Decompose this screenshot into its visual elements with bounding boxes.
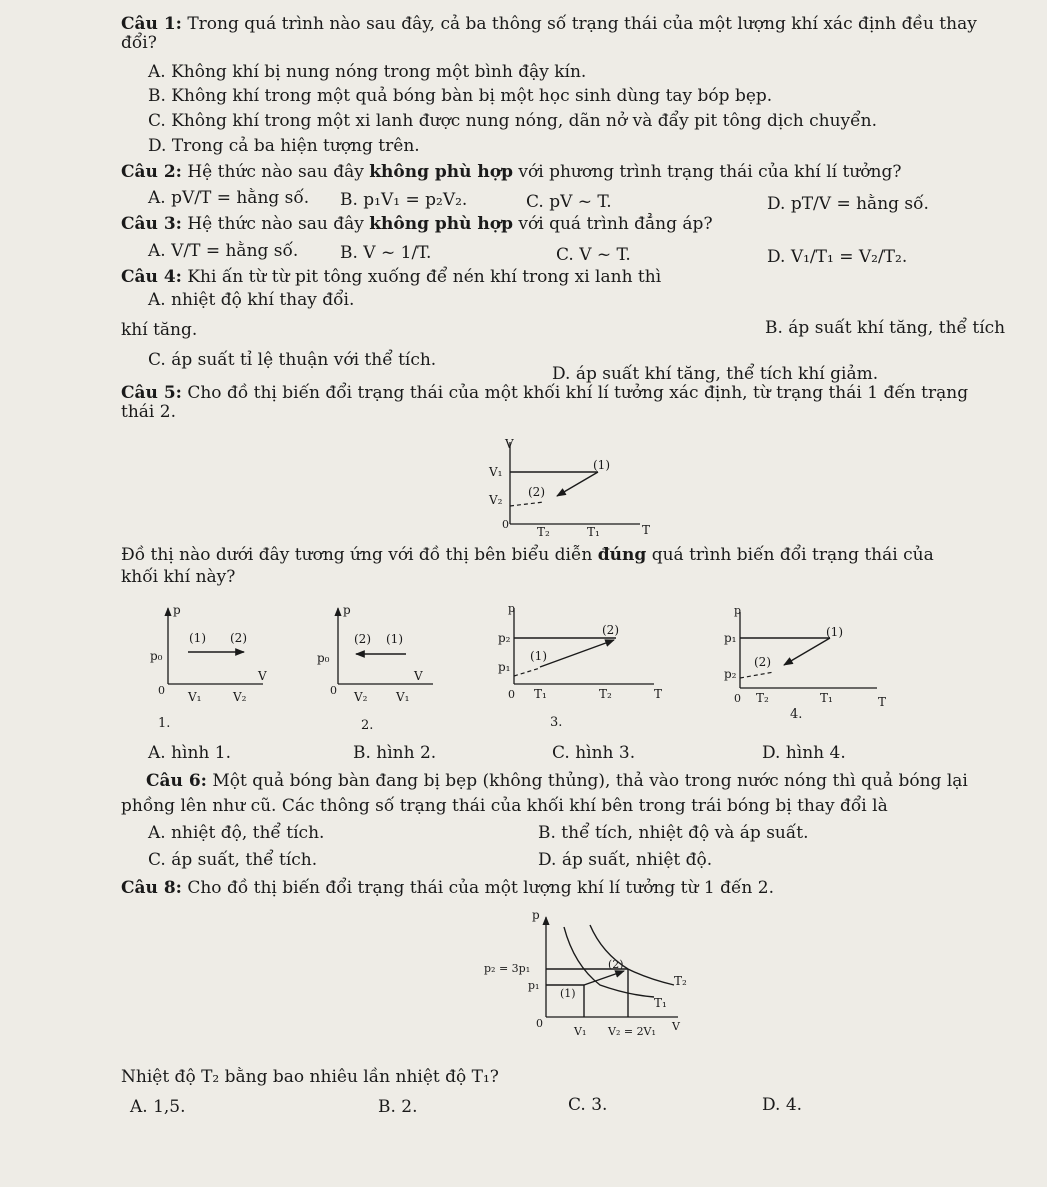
q5-question-pre: Đồ thị nào dưới đây tương ứng với đồ thị bên biểu diễn (121, 545, 593, 565)
q6-label: Câu 6: (146, 771, 207, 791)
q1-option-d[interactable]: D. Trong cả ba hiện tượng trên. (148, 136, 420, 156)
state1-label: (1) (560, 987, 576, 1000)
t-axis-label: T (654, 687, 663, 701)
p1-label: p₁ (724, 631, 737, 645)
p-axis-label: p (508, 602, 516, 615)
q3-label: Câu 3: (121, 214, 182, 234)
q6-option-c[interactable]: C. áp suất, thể tích. (148, 850, 318, 870)
q8-option-d[interactable]: D. 4. (762, 1095, 803, 1115)
q2-stem-pre: Hệ thức nào sau đây (187, 162, 364, 182)
q1-label: Câu 1: (121, 14, 182, 34)
q2-option-a[interactable]: A. pV/T = hằng số. (148, 188, 310, 208)
v1-label: V₁ (396, 690, 410, 704)
figure-number: 3. (550, 715, 563, 730)
q5-label: Câu 5: (121, 383, 182, 403)
q5-stem (121, 383, 968, 403)
state2-label: (2) (754, 655, 771, 669)
state2-label: (2) (602, 623, 619, 637)
p-axis-label: p (532, 908, 540, 922)
v1-label: V₁ (489, 465, 503, 479)
origin-dash (740, 672, 774, 678)
q6-option-a[interactable]: A. nhiệt độ, thể tích. (148, 823, 325, 843)
q3-stem-bold: không phù hợp (369, 214, 514, 234)
v2-label: V₂ (233, 690, 247, 704)
q5-option-d[interactable]: D. hình 4. (762, 743, 846, 763)
q5-stem-a: Cho đồ thị biến đổi trạng thái của một khối khí lí tưởng xác định, từ trạng thái 1 đến trạng (187, 383, 969, 403)
q5-figure-3 (494, 600, 664, 730)
state1-label: (1) (826, 625, 843, 639)
state1-label: (1) (530, 649, 547, 663)
t1-label: T₁ (534, 687, 547, 701)
v2-label: V₂ (489, 493, 503, 507)
origin-label: 0 (502, 518, 509, 531)
state1-label: (1) (189, 631, 206, 645)
v-axis-label: V (258, 669, 267, 683)
process-arrow (540, 640, 614, 667)
origin-label: 0 (734, 692, 741, 705)
t2-label: T₂ (537, 525, 550, 539)
p1-label: p₁ (498, 660, 511, 674)
q5-question-b: khối khí này? (121, 567, 236, 587)
figure-number: 1. (158, 716, 171, 731)
q2-label: Câu 2: (121, 162, 182, 182)
q4-option-c[interactable]: C. áp suất tỉ lệ thuận với thể tích. (148, 350, 437, 370)
q5-option-c[interactable]: C. hình 3. (552, 743, 636, 763)
q8-option-b[interactable]: B. 2. (378, 1097, 418, 1117)
p0-label: p₀ (317, 651, 330, 665)
figure-number: 2. (361, 718, 374, 733)
v-axis-label: V (414, 669, 423, 683)
q2-option-b[interactable]: B. p₁V₁ = p₂V₂. (340, 190, 468, 210)
q8-question: Nhiệt độ T₂ bằng bao nhiêu lần nhiệt độ T₁? (121, 1067, 499, 1087)
q5-option-a[interactable]: A. hình 1. (148, 743, 231, 763)
p-axis-label: p (173, 603, 181, 617)
q1-stem-b: đổi? (121, 33, 157, 53)
q5-main-graph (480, 436, 651, 539)
q2-stem-bold: không phù hợp (369, 162, 514, 182)
v2-label: V₂ (354, 690, 368, 704)
q5-question (121, 545, 934, 565)
q8-stem (121, 878, 774, 898)
origin-label: 0 (158, 684, 165, 697)
p-axis-label: p (734, 604, 742, 617)
q5-question-bold: đúng (597, 545, 647, 565)
v1-label: V₁ (188, 690, 202, 704)
q3-option-a[interactable]: A. V/T = hằng số. (148, 241, 299, 261)
origin-dash (514, 668, 540, 676)
q8-stem-text: Cho đồ thị biến đổi trạng thái của một lượng khí lí tưởng từ 1 đến 2. (187, 878, 774, 898)
q3-option-d[interactable]: D. V₁/T₁ = V₂/T₂. (767, 247, 908, 267)
q6-stem-a: Một quả bóng bàn đang bị bẹp (không thủng), thả vào trong nước nóng thì quả bóng lại (212, 771, 968, 791)
state1-label: (1) (386, 632, 403, 646)
q1-stem-line1 (121, 14, 977, 34)
origin-label: 0 (508, 688, 515, 701)
q8-option-a[interactable]: A. 1,5. (130, 1097, 186, 1117)
q8-option-c[interactable]: C. 3. (568, 1095, 608, 1115)
q2-option-c[interactable]: C. pV ~ T. (526, 192, 612, 212)
origin-label: 0 (536, 1017, 543, 1030)
q4-option-d[interactable]: D. áp suất khí tăng, thể tích khí giảm. (552, 364, 879, 384)
state1-label: (1) (593, 458, 610, 472)
t2-label: T₂ (599, 687, 612, 701)
q5-figure-4 (722, 604, 892, 734)
state2-label: (2) (354, 632, 371, 646)
t2-label: T₂ (756, 691, 769, 705)
t1-label: T₁ (820, 691, 833, 705)
v1-label: V₁ (574, 1025, 587, 1038)
q2-stem-post: với phương trình trạng thái của khí lí tưởng? (518, 162, 902, 182)
q5-option-b[interactable]: B. hình 2. (353, 743, 437, 763)
q5-stem-b: thái 2. (121, 402, 176, 422)
q1-option-b[interactable]: B. Không khí trong một quả bóng bàn bị một học sinh dùng tay bóp bẹp. (148, 86, 773, 106)
figure-number: 4. (790, 707, 803, 722)
q2-stem (121, 162, 901, 182)
q4-label: Câu 4: (121, 267, 182, 287)
q4-option-b[interactable]: B. áp suất khí tăng, thể tích (765, 318, 1006, 338)
process-arrow (784, 638, 830, 665)
process-arrow (557, 472, 598, 496)
q4-stem (121, 267, 661, 287)
q3-option-c[interactable]: C. V ~ T. (556, 245, 631, 265)
q3-option-b[interactable]: B. V ~ 1/T. (340, 243, 432, 263)
state2-label: (2) (230, 631, 247, 645)
state2-label: (2) (608, 958, 624, 971)
q6-option-b[interactable]: B. thể tích, nhiệt độ và áp suất. (538, 823, 809, 843)
v2-label: V₂ = 2V₁ (608, 1025, 656, 1038)
q3-stem (121, 214, 713, 234)
p-axis-label: p (343, 603, 351, 617)
p2-label: p₂ = 3p₁ (484, 962, 531, 975)
q6-option-d[interactable]: D. áp suất, nhiệt độ. (538, 850, 713, 870)
state2-label: (2) (528, 485, 545, 499)
q2-option-d[interactable]: D. pT/V = hằng số. (767, 194, 929, 214)
t-axis-label: T (642, 523, 651, 537)
t1-label: T₁ (654, 996, 667, 1010)
v-axis-label: V (505, 437, 514, 451)
origin-label: 0 (330, 684, 337, 697)
q6-stem (146, 771, 968, 791)
v-axis-label: V (672, 1020, 680, 1033)
isotherm-t2 (590, 925, 674, 985)
t2-label: T₂ (674, 974, 687, 988)
t-axis-label: T (878, 695, 887, 709)
q4-stem-text: Khi ấn từ từ pit tông xuống để nén khí trong xi lanh thì (187, 267, 662, 287)
q4-option-b-cont: khí tăng. (121, 320, 198, 340)
t1-label: T₁ (587, 525, 600, 539)
q3-stem-post: với quá trình đẳng áp? (518, 214, 713, 234)
q5-figure-1 (148, 602, 268, 732)
q1-option-c[interactable]: C. Không khí trong một xi lanh được nung nóng, dãn nở và đẩy pit tông dịch chuyển. (148, 111, 877, 131)
q3-stem-pre: Hệ thức nào sau đây (187, 214, 364, 234)
q5-figure-2 (318, 602, 438, 732)
p0-label: p₀ (150, 649, 163, 663)
p2-label: p₂ (724, 667, 737, 681)
origin-dash (510, 502, 544, 506)
q8-label: Câu 8: (121, 878, 182, 898)
p2-label: p₂ (498, 631, 511, 645)
q1-stem-a: Trong quá trình nào sau đây, cả ba thông số trạng thái của một lượng khí xác định đều thay (187, 14, 977, 34)
process-arrow (584, 971, 624, 985)
q8-graph (478, 905, 698, 1045)
q4-option-a[interactable]: A. nhiệt độ khí thay đổi. (148, 290, 355, 310)
q1-option-a[interactable]: A. Không khí bị nung nóng trong một bình đậy kín. (148, 62, 587, 82)
q5-question-post: quá trình biến đổi trạng thái của (651, 545, 934, 565)
p1-label: p₁ (528, 979, 540, 992)
q6-stem-b: phồng lên như cũ. Các thông số trạng thái của khối khí bên trong trái bóng bị thay đổi là (121, 796, 888, 816)
